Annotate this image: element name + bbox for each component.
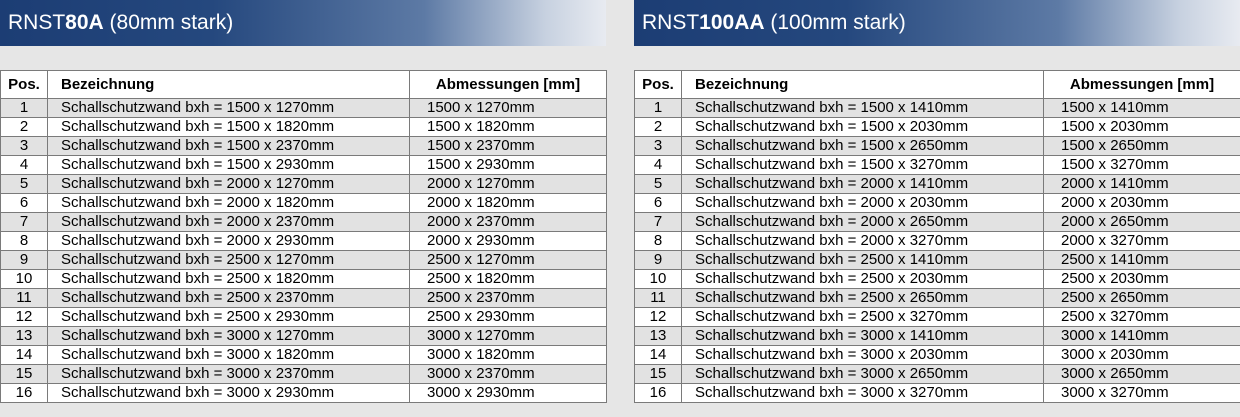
header-pos: Pos. [1,71,48,99]
product-title-banner [0,0,606,46]
cell-bezeichnung: Schallschutzwand bxh = 2000 x 2030mm [682,194,1044,213]
cell-abmessungen: 2500 x 2030mm [1044,270,1240,289]
cell-abmessungen: 3000 x 1820mm [410,346,607,365]
table-row [1,194,607,213]
table-row [635,346,1240,365]
table-row [1,118,607,137]
cell-abmessungen: 3000 x 3270mm [1044,384,1240,403]
cell-abmessungen: 2500 x 2930mm [410,308,607,327]
cell-abmessungen: 2000 x 2030mm [1044,194,1240,213]
table-row [635,118,1240,137]
table-row [1,213,607,232]
cell-abmessungen: 2500 x 1820mm [410,270,607,289]
table-header-row [1,71,607,99]
cell-abmessungen: 3000 x 2370mm [410,365,607,384]
cell-abmessungen: 3000 x 2930mm [410,384,607,403]
cell-abmessungen: 2500 x 2650mm [1044,289,1240,308]
cell-abmessungen: 2000 x 1270mm [410,175,607,194]
cell-abmessungen: 2000 x 2370mm [410,213,607,232]
cell-bezeichnung: Schallschutzwand bxh = 3000 x 2930mm [48,384,410,403]
cell-pos: 13 [1,327,48,346]
table-body [635,99,1240,403]
cell-bezeichnung: Schallschutzwand bxh = 2500 x 1820mm [48,270,410,289]
table-row [635,232,1240,251]
cell-abmessungen: 2500 x 1270mm [410,251,607,270]
cell-bezeichnung: Schallschutzwand bxh = 3000 x 2030mm [682,346,1044,365]
cell-bezeichnung: Schallschutzwand bxh = 2000 x 2650mm [682,213,1044,232]
table-row [635,175,1240,194]
cell-bezeichnung: Schallschutzwand bxh = 3000 x 1820mm [48,346,410,365]
product-title-banner [634,0,1240,46]
cell-pos: 13 [635,327,682,346]
header-bezeichnung: Bezeichnung [48,71,410,99]
cell-bezeichnung: Schallschutzwand bxh = 3000 x 1410mm [682,327,1044,346]
table-row [1,99,607,118]
cell-pos: 8 [635,232,682,251]
cell-bezeichnung: Schallschutzwand bxh = 1500 x 1270mm [48,99,410,118]
product-panel-100aa [634,0,1240,417]
cell-abmessungen: 2500 x 3270mm [1044,308,1240,327]
cell-bezeichnung: Schallschutzwand bxh = 2000 x 1820mm [48,194,410,213]
cell-bezeichnung: Schallschutzwand bxh = 2000 x 2930mm [48,232,410,251]
cell-pos: 4 [1,156,48,175]
cell-pos: 7 [1,213,48,232]
cell-abmessungen: 1500 x 1270mm [410,99,607,118]
table-row [1,327,607,346]
cell-pos: 4 [635,156,682,175]
cell-pos: 16 [635,384,682,403]
table-row [635,270,1240,289]
cell-abmessungen: 2000 x 3270mm [1044,232,1240,251]
cell-bezeichnung: Schallschutzwand bxh = 2500 x 3270mm [682,308,1044,327]
cell-pos: 10 [1,270,48,289]
cell-bezeichnung: Schallschutzwand bxh = 2500 x 1410mm [682,251,1044,270]
cell-bezeichnung: Schallschutzwand bxh = 1500 x 1820mm [48,118,410,137]
cell-bezeichnung: Schallschutzwand bxh = 1500 x 2030mm [682,118,1044,137]
table-row [1,156,607,175]
cell-pos: 7 [635,213,682,232]
table-row [635,327,1240,346]
title-thickness: (100mm stark) [764,11,906,34]
cell-pos: 12 [1,308,48,327]
product-panel-80a [0,0,606,417]
cell-abmessungen: 1500 x 1410mm [1044,99,1240,118]
cell-bezeichnung: Schallschutzwand bxh = 2000 x 3270mm [682,232,1044,251]
cell-pos: 1 [635,99,682,118]
title-model: 100AA [699,11,765,34]
cell-bezeichnung: Schallschutzwand bxh = 3000 x 2370mm [48,365,410,384]
table-row [1,137,607,156]
cell-pos: 10 [635,270,682,289]
cell-abmessungen: 1500 x 2930mm [410,156,607,175]
title-prefix: RNST [8,11,66,34]
table-row [1,289,607,308]
cell-bezeichnung: Schallschutzwand bxh = 2000 x 2370mm [48,213,410,232]
cell-bezeichnung: Schallschutzwand bxh = 1500 x 2370mm [48,137,410,156]
table-row [635,289,1240,308]
table-row [1,384,607,403]
cell-abmessungen: 2000 x 2930mm [410,232,607,251]
table-row [635,156,1240,175]
cell-abmessungen: 1500 x 2370mm [410,137,607,156]
cell-pos: 2 [1,118,48,137]
cell-bezeichnung: Schallschutzwand bxh = 2500 x 2650mm [682,289,1044,308]
cell-pos: 11 [635,289,682,308]
cell-bezeichnung: Schallschutzwand bxh = 2000 x 1270mm [48,175,410,194]
cell-bezeichnung: Schallschutzwand bxh = 2500 x 2030mm [682,270,1044,289]
table-row [635,99,1240,118]
table-row [635,213,1240,232]
cell-abmessungen: 2000 x 1820mm [410,194,607,213]
cell-abmessungen: 1500 x 2650mm [1044,137,1240,156]
table-row [635,251,1240,270]
cell-pos: 14 [1,346,48,365]
cell-pos: 9 [1,251,48,270]
cell-pos: 12 [635,308,682,327]
cell-bezeichnung: Schallschutzwand bxh = 1500 x 1410mm [682,99,1044,118]
title-thickness: (80mm stark) [103,11,234,34]
title-prefix: RNST [642,11,700,34]
cell-pos: 15 [1,365,48,384]
table-body [1,99,607,403]
cell-pos: 5 [1,175,48,194]
cell-bezeichnung: Schallschutzwand bxh = 2000 x 1410mm [682,175,1044,194]
table-row [1,365,607,384]
table-row [635,384,1240,403]
cell-pos: 9 [635,251,682,270]
header-pos: Pos. [635,71,682,99]
cell-abmessungen: 1500 x 1820mm [410,118,607,137]
cell-pos: 8 [1,232,48,251]
cell-pos: 14 [635,346,682,365]
cell-pos: 5 [635,175,682,194]
cell-pos: 3 [635,137,682,156]
cell-abmessungen: 3000 x 1410mm [1044,327,1240,346]
table-row [1,175,607,194]
cell-pos: 1 [1,99,48,118]
cell-pos: 6 [1,194,48,213]
cell-bezeichnung: Schallschutzwand bxh = 1500 x 2930mm [48,156,410,175]
cell-abmessungen: 2500 x 1410mm [1044,251,1240,270]
table-row [1,346,607,365]
dimensions-table [634,70,1240,403]
dimensions-table [0,70,607,403]
header-bezeichnung: Bezeichnung [682,71,1044,99]
cell-pos: 2 [635,118,682,137]
cell-abmessungen: 2500 x 2370mm [410,289,607,308]
cell-bezeichnung: Schallschutzwand bxh = 2500 x 2370mm [48,289,410,308]
cell-pos: 11 [1,289,48,308]
cell-abmessungen: 2000 x 2650mm [1044,213,1240,232]
table-row [635,194,1240,213]
header-abmessungen: Abmessungen [mm] [410,71,607,99]
cell-bezeichnung: Schallschutzwand bxh = 2500 x 2930mm [48,308,410,327]
cell-abmessungen: 1500 x 2030mm [1044,118,1240,137]
table-row [1,232,607,251]
title-model: 80A [65,11,104,34]
cell-abmessungen: 2000 x 1410mm [1044,175,1240,194]
cell-pos: 3 [1,137,48,156]
cell-bezeichnung: Schallschutzwand bxh = 1500 x 2650mm [682,137,1044,156]
cell-bezeichnung: Schallschutzwand bxh = 2500 x 1270mm [48,251,410,270]
header-abmessungen: Abmessungen [mm] [1044,71,1240,99]
cell-bezeichnung: Schallschutzwand bxh = 1500 x 3270mm [682,156,1044,175]
cell-pos: 15 [635,365,682,384]
table-row [1,270,607,289]
table-row [635,137,1240,156]
cell-abmessungen: 1500 x 3270mm [1044,156,1240,175]
cell-bezeichnung: Schallschutzwand bxh = 3000 x 1270mm [48,327,410,346]
cell-abmessungen: 3000 x 1270mm [410,327,607,346]
table-row [635,308,1240,327]
table-header-row [635,71,1240,99]
table-row [1,251,607,270]
cell-pos: 16 [1,384,48,403]
table-row [635,365,1240,384]
cell-abmessungen: 3000 x 2650mm [1044,365,1240,384]
table-row [1,308,607,327]
cell-bezeichnung: Schallschutzwand bxh = 3000 x 2650mm [682,365,1044,384]
cell-bezeichnung: Schallschutzwand bxh = 3000 x 3270mm [682,384,1044,403]
cell-abmessungen: 3000 x 2030mm [1044,346,1240,365]
cell-pos: 6 [635,194,682,213]
